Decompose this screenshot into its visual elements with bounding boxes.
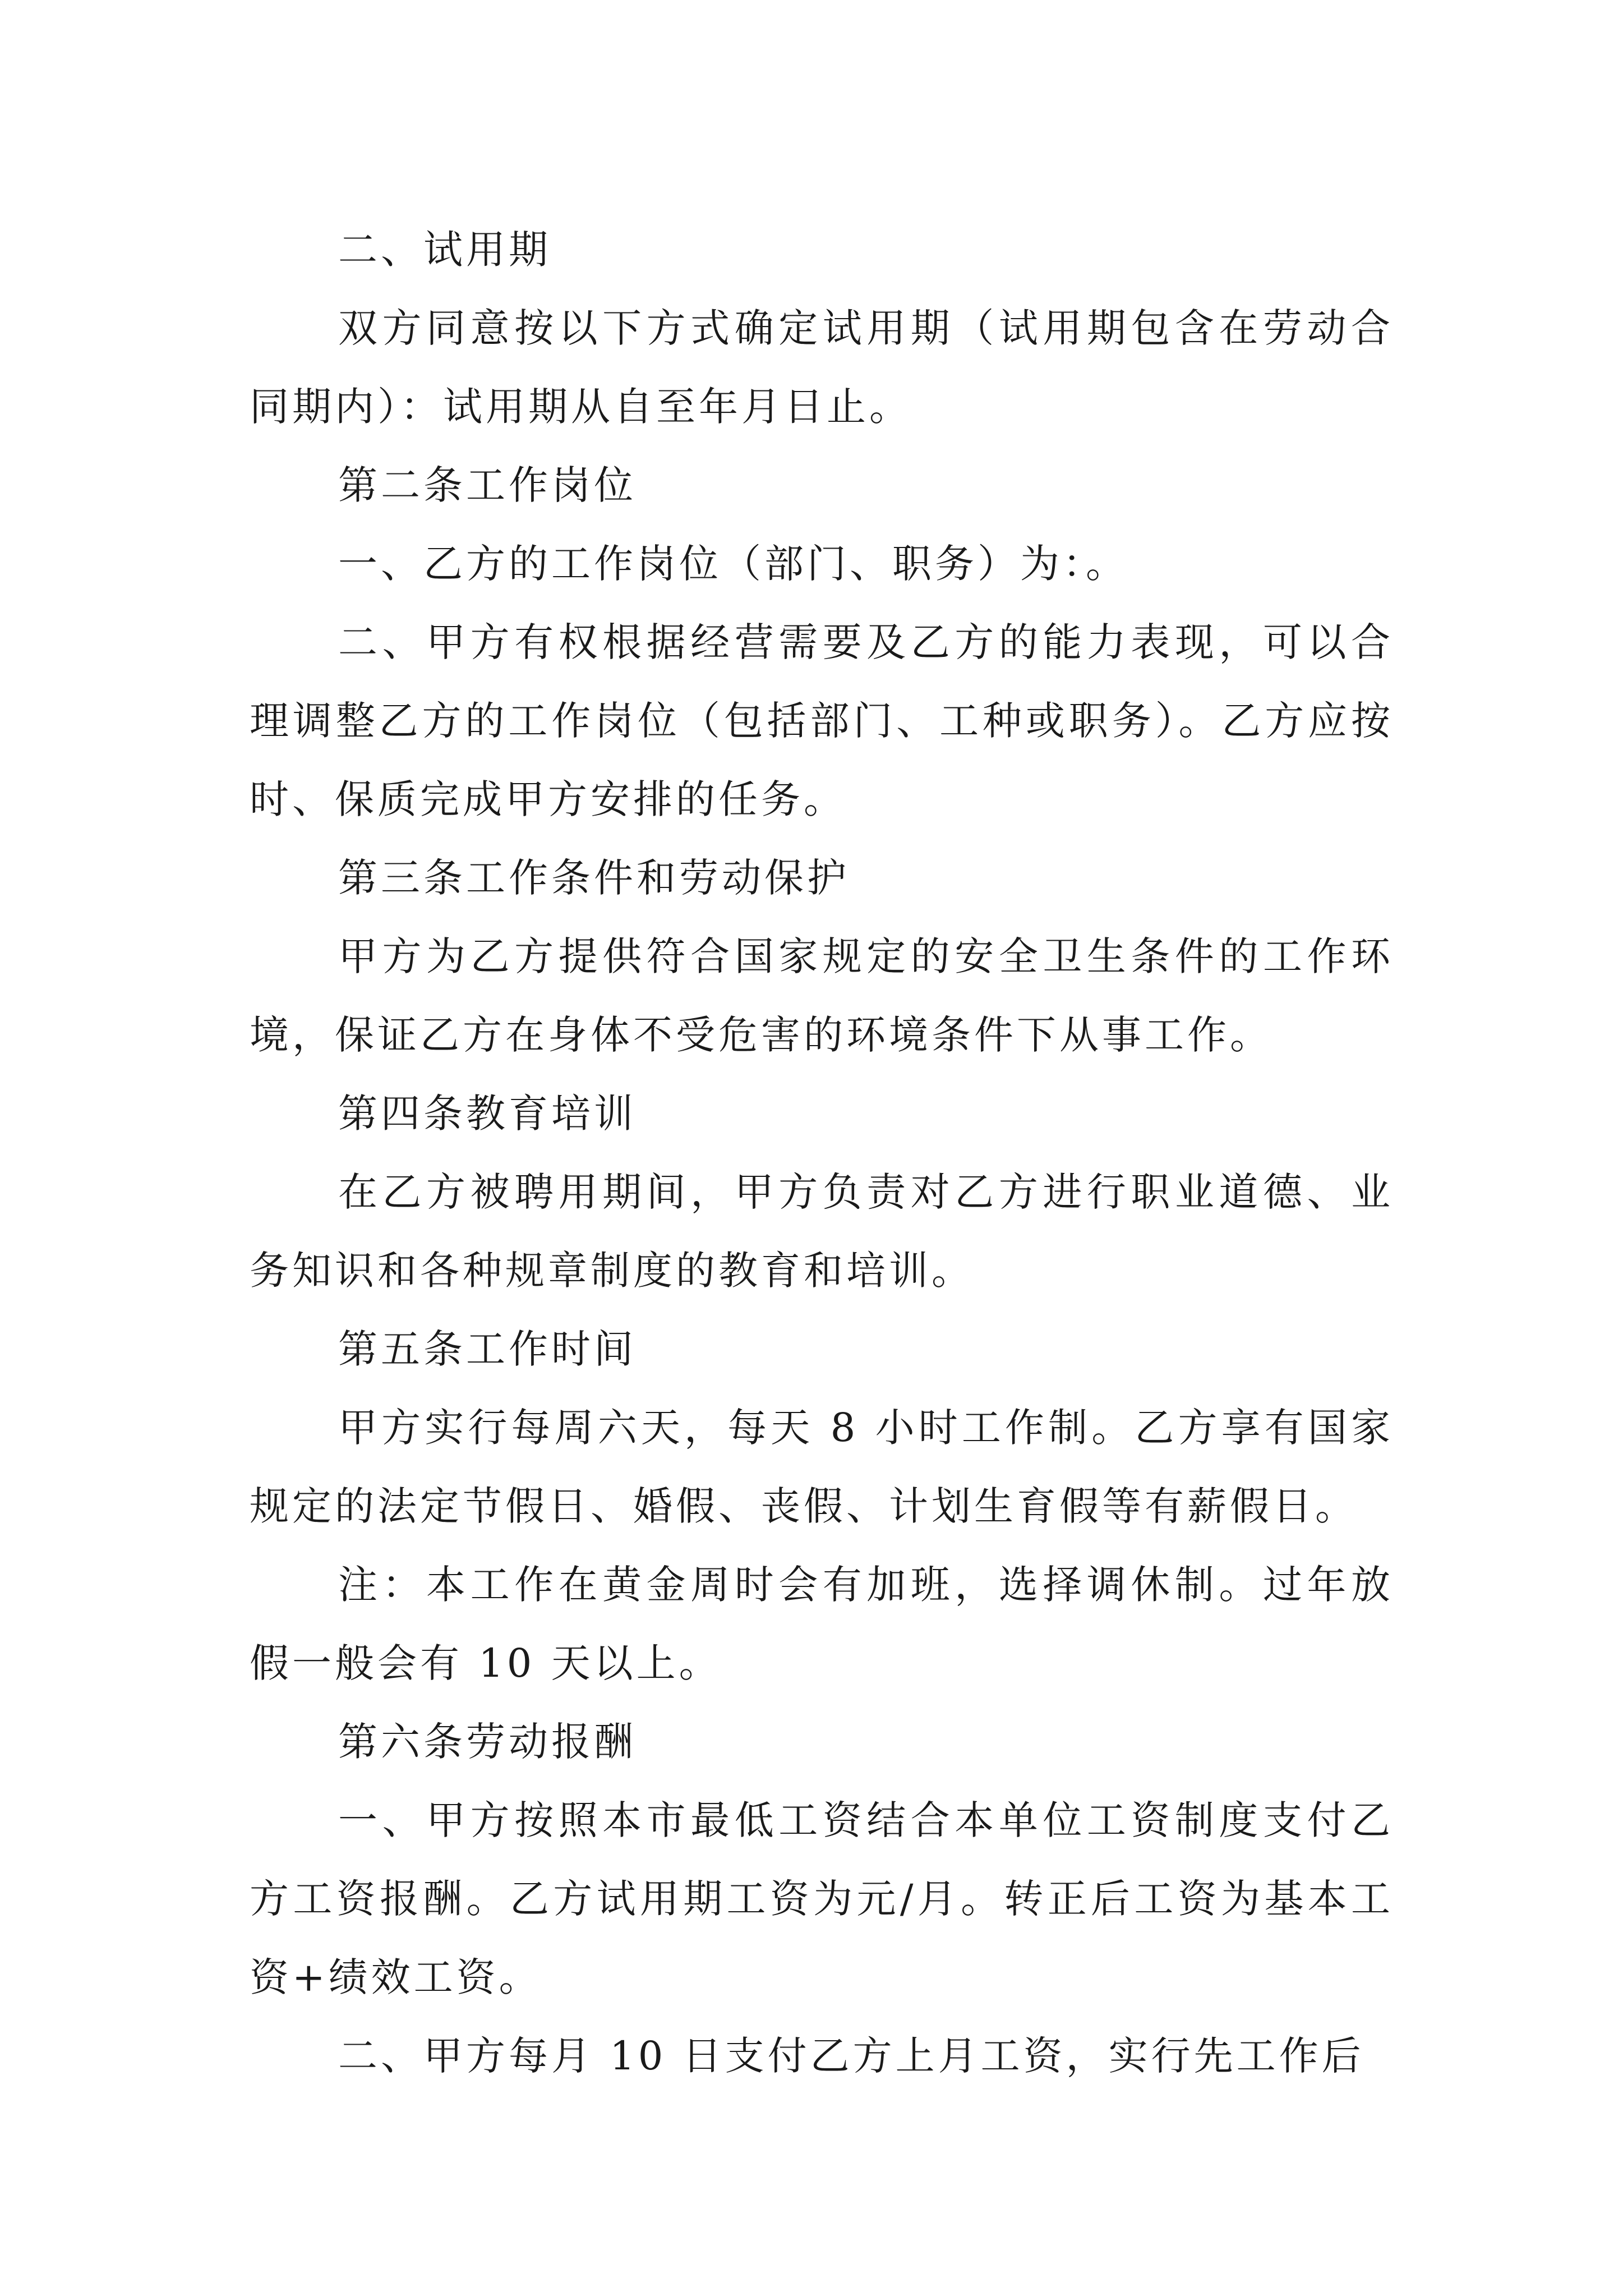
paragraph-remuneration-payday: 二、甲方每月 10 日支付乙方上月工资，实行先工作后	[338, 2033, 1364, 2079]
article-heading-training: 第四条教育培训	[338, 1091, 637, 1137]
article-heading-remuneration: 第六条劳动报酬	[338, 1719, 637, 1765]
paragraph-work-hours: 甲方实行每周六天，每天 8 小时工作制。乙方享有国家规定的法定节假日、婚假、丧假、计划生育假等有薪假日。	[250, 1405, 1394, 1529]
article-heading-work-hours: 第五条工作时间	[338, 1326, 637, 1372]
document-body	[250, 210, 1394, 2095]
section-heading-probation: 二、试用期	[338, 227, 551, 273]
paragraph-job-adjustment: 二、甲方有权根据经营需要及乙方的能力表现，可以合理调整乙方的工作岗位（包括部门、工种或职务）。乙方应按时、保质完成甲方安排的任务。	[250, 619, 1394, 822]
paragraph-work-hours-note: 注：本工作在黄金周时会有加班，选择调休制。过年放假一般会有 10 天以上。	[250, 1562, 1394, 1686]
paragraph-work-conditions: 甲方为乙方提供符合国家规定的安全卫生条件的工作环境，保证乙方在身体不受危害的环境条件下从事工作。	[250, 933, 1394, 1058]
paragraph-job-position: 一、乙方的工作岗位（部门、职务）为：。	[338, 541, 1128, 587]
paragraph-remuneration-wages: 一、甲方按照本市最低工资结合本单位工资制度支付乙方工资报酬。乙方试用期工资为元/月。转正后工资为基本工资+绩效工资。	[250, 1797, 1394, 2000]
article-heading-work-conditions: 第三条工作条件和劳动保护	[338, 855, 850, 901]
paragraph-training: 在乙方被聘用期间，甲方负责对乙方进行职业道德、业务知识和各种规章制度的教育和培训。	[250, 1169, 1394, 1294]
paragraph-probation-terms: 双方同意按以下方式确定试用期（试用期包含在劳动合同期内）：试用期从自至年月日止。	[250, 305, 1394, 430]
article-heading-job-position: 第二条工作岗位	[338, 462, 637, 508]
